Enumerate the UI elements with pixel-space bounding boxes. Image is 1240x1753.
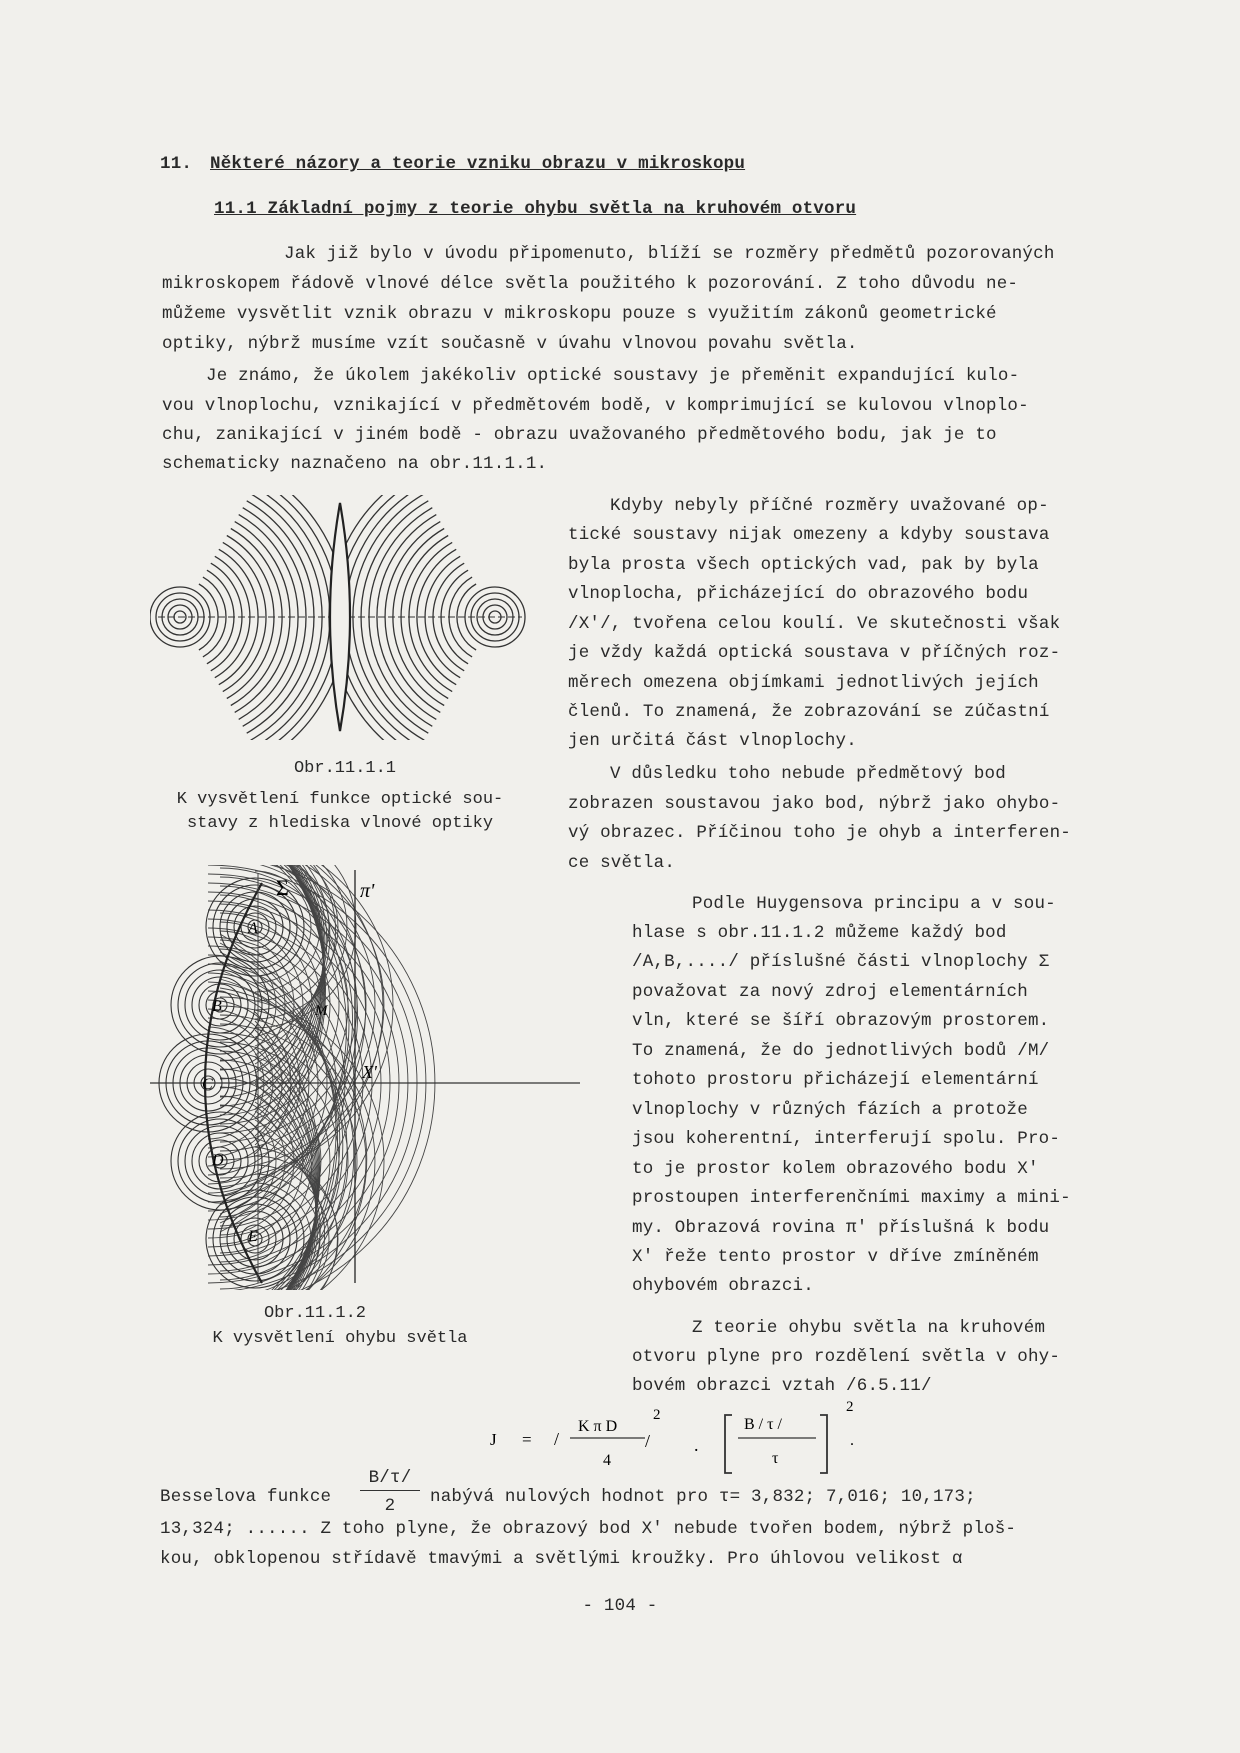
formula-dot: . [694, 1435, 699, 1455]
paragraph-line: tické soustavy nijak omezeny a kdyby soustava [568, 525, 1050, 545]
huygens-diffraction-figure [150, 865, 590, 1290]
paragraph-line: to je prostor kolem obrazového bodu X' [632, 1159, 1039, 1179]
paragraph-line: jsou koherentní, interferují spolu. Pro- [632, 1129, 1061, 1149]
pi-label: π' [360, 880, 375, 902]
point-m-label: M [315, 1003, 328, 1019]
section-number: 11. [160, 154, 193, 174]
paragraph-line: vln, které se šíří obrazovým prostorem. [632, 1011, 1050, 1031]
point-c-label: C [202, 1076, 213, 1093]
spherical-wavefront-arc [377, 515, 436, 720]
paragraph-line: prostoupen interferenčními maximy a mini- [632, 1188, 1071, 1208]
bessel-fraction-denominator: 2 [384, 1496, 396, 1516]
figure-caption-line: K vysvětlení ohybu světla [212, 1329, 468, 1348]
paragraph-line: X' řeže tento prostor v dříve zmíněném [632, 1247, 1039, 1267]
point-a-label: A [248, 920, 258, 937]
paragraph-line: /A,B,..../ příslušné části vlnoplochy Σ [632, 952, 1050, 972]
point-d-label: D [212, 1152, 224, 1169]
intro-line: vou vlnoplochu, vznikající v předmětovém bodě, v komprimující se kulovou vlnoplo- [162, 396, 1029, 416]
paragraph-line: vlnoplocha, přicházející do obrazového bodu [568, 584, 1029, 604]
paragraph-line: tohoto prostoru přicházejí elementární [632, 1070, 1039, 1090]
page-number: - 104 - [582, 1596, 658, 1616]
paragraph-line: otvoru plyne pro rozdělení světla v ohy- [632, 1347, 1061, 1367]
paragraph-line: ce světla. [568, 853, 676, 873]
paragraph-line: bovém obrazci vztah /6.5.11/ [632, 1376, 932, 1396]
paragraph-line: měrech omezena objímkami jednotlivých jejích [568, 673, 1039, 693]
formula-bessel-denominator: τ [772, 1450, 779, 1467]
paragraph-line: členů. To znamená, že zobrazování se zúčastní [568, 702, 1050, 722]
paragraph-line: Podle Huygensova principu a v sou- [692, 894, 1056, 914]
intro-line: chu, zanikající v jiném bodě - obrazu uvažovaného předmětového bodu, jak je to [162, 425, 997, 445]
figure-caption-line: stavy z hlediska vlnové optiky [186, 814, 494, 833]
bessel-zeros: nabývá nulových hodnot pro τ= 3,832; 7,016; 10,173; [430, 1487, 976, 1507]
paragraph-line: byla prosta všech optických vad, pak by byla [568, 555, 1039, 575]
paragraph-line: To znamená, že do jednotlivých bodů /M/ [632, 1041, 1050, 1061]
formula-exponent: 2 [653, 1407, 661, 1423]
formula-exponent: 2 [846, 1399, 854, 1415]
paragraph-line: my. Obrazová rovina π' příslušná k bodu [632, 1218, 1050, 1238]
paragraph-line: zobrazen soustavou jako bod, nýbrž jako ohybo- [568, 794, 1061, 814]
closing-line: 13,324; ...... Z toho plyne, že obrazový bod X' nebude tvořen bodem, nýbrž ploš- [160, 1519, 1017, 1539]
intro-line: můžeme vysvětlit vznik obrazu v mikroskopu pouze s využitím zákonů geometrické [162, 304, 997, 324]
paragraph-line: vý obrazec. Příčinou toho je ohyb a interferen- [568, 823, 1071, 843]
lens-wavefront-figure [150, 495, 530, 740]
paragraph-line: V důsledku toho nebude předmětový bod [610, 764, 1006, 784]
paragraph-line: ohybovém obrazci. [632, 1276, 814, 1296]
bessel-label: Besselova funkce [160, 1487, 332, 1507]
intensity-formula [470, 1385, 910, 1480]
paragraph-line: považovat za nový zdroj elementárních [632, 982, 1028, 1002]
elementary-wavefront-arc [255, 1084, 316, 1290]
image-point-label: X' [362, 1062, 377, 1082]
formula-slash: / [554, 1429, 560, 1449]
figure-caption-title: Obr.11.1.1 [293, 759, 397, 778]
subsection-title: 11.1 Základní pojmy z teorie ohybu světla na kruhovém otvoru [214, 199, 857, 219]
formula-dot: . [850, 1432, 854, 1449]
intro-line: mikroskopem řádově vlnové délce světla použitého k pozorování. Z toho důvodu ne- [162, 274, 1019, 294]
formula-lhs: J [490, 1430, 497, 1449]
bessel-fraction-numerator: B/τ/ [360, 1466, 420, 1491]
paragraph-line: je vždy každá optická soustava v příčných roz- [568, 643, 1061, 663]
paragraph-line: Kdyby nebyly příčné rozměry uvažované op- [610, 496, 1049, 516]
figure-caption-title: Obr.11.1.2 [263, 1304, 367, 1323]
formula-bessel-numerator: B / τ / [744, 1416, 782, 1433]
intro-line: optiky, nýbrž musíme vzít současně v úvahu vlnovou povahu světla. [162, 334, 858, 354]
paragraph-line: /X'/, tvořena celou koulí. Ve skutečnosti však [568, 614, 1061, 634]
formula-slash: / [645, 1431, 651, 1451]
formula-denominator: 4 [603, 1452, 611, 1469]
paragraph-line: jen určitá část vlnoplochy. [568, 731, 857, 751]
paragraph-line: hlase s obr.11.1.2 můžeme každý bod [632, 923, 1007, 943]
intro-line: Jak již bylo v úvodu připomenuto, blíží se rozměry předmětů pozorovaných [284, 244, 1055, 264]
point-b-label: B [212, 998, 222, 1015]
formula-numerator: K π D [578, 1418, 618, 1435]
closing-line: kou, obklopenou střídavě tmavými a světlými kroužky. Pro úhlovou velikost α [160, 1549, 963, 1569]
section-title: Některé názory a teorie vzniku obrazu v mikroskopu [210, 154, 746, 174]
intro-line: schematicky naznačeno na obr.11.1.1. [162, 454, 548, 474]
paragraph-line: Z teorie ohybu světla na kruhovém [692, 1318, 1046, 1338]
point-e-label: E [248, 1228, 258, 1245]
formula-equals: = [522, 1430, 532, 1449]
sigma-label: Σ [276, 875, 289, 900]
paragraph-line: vlnoplochy v různých fázích a protože [632, 1100, 1028, 1120]
intro-line: Je známo, že úkolem jakékoliv optické soustavy je přeměnit expandující kulo- [206, 366, 1020, 386]
figure-caption-line: K vysvětlení funkce optické sou- [176, 790, 504, 809]
